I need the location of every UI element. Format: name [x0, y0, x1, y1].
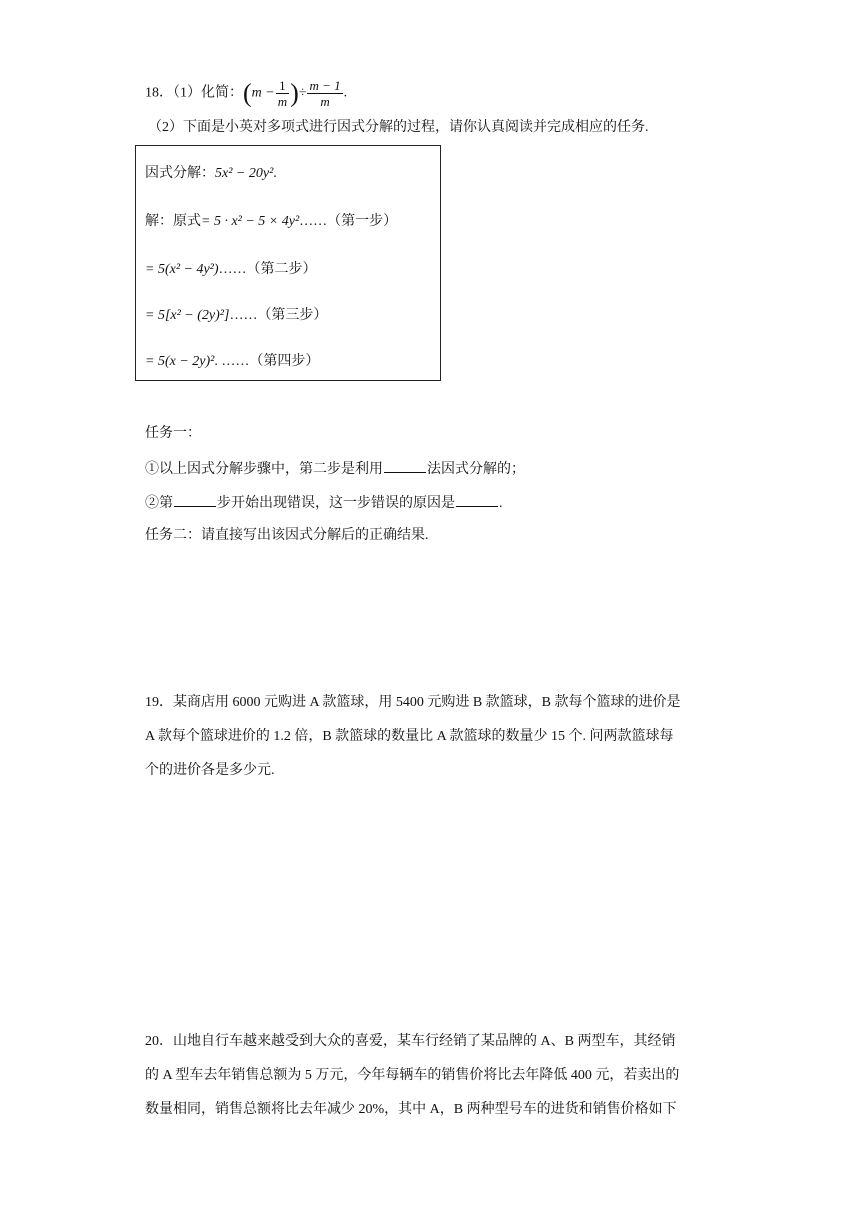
answer-blank[interactable]	[456, 492, 498, 507]
task1-title: 任务一：	[145, 426, 201, 441]
box-line2: 解：原式= 5 · x² − 5 × 4y²……（第一步）	[145, 214, 398, 229]
box-line4-expr: = 5[x² − (2y)²]	[145, 308, 230, 323]
answer-blank[interactable]	[174, 492, 216, 507]
box-line3	[145, 260, 317, 280]
box-line5-expr: = 5(x − 2y)²	[145, 354, 215, 369]
task1-item1: ①以上因式分解步骤中，第二步是利用 法因式分解的；	[145, 458, 525, 480]
right-paren: )	[290, 78, 299, 108]
box-line3-step: ……（第二步）	[218, 262, 317, 277]
q18-part1-prefix: 18．（1）化简：	[145, 85, 243, 101]
box-line5-step: . ……（第四步）	[214, 354, 320, 369]
box-line4-step: ……（第三步）	[229, 308, 328, 323]
q20-line2: 的 A 型车去年销售总额为 5 万元，今年每辆车的销售价将比去年降低 400 元，若卖出的	[145, 1068, 680, 1083]
q18-div-sign: ÷	[298, 85, 307, 101]
box-line2-expr: = 5 · x² − 5 × 4y²	[201, 214, 300, 229]
box-line4	[145, 306, 327, 326]
task2: 任务二：请直接写出该因式分解后的正确结果.	[145, 528, 429, 543]
q18-frac1: $\frac{1}{m}$	[277, 78, 288, 109]
q20-line1: 20．山地自行车越来越受到大众的喜爱，某车行经销了某品牌的 A、B 两型车，其经销	[145, 1034, 676, 1049]
box-line1: 因式分解：5x² − 20y².	[145, 166, 277, 181]
q18-part2-text: （2）下面是小英对多项式进行因式分解的过程，请你认真阅读并完成相应的任务.	[148, 120, 649, 135]
box-line1-expr: 5x² − 20y²	[215, 166, 274, 181]
q18-frac2: $\frac{m - 1}{m}$	[309, 78, 341, 109]
answer-blank[interactable]	[384, 458, 426, 473]
left-paren: (	[243, 78, 252, 108]
q18-expr-a: m −	[251, 85, 275, 101]
box-line3-expr: = 5(x² − 4y²)	[145, 262, 219, 277]
q19-line3: 个的进价各是多少元.	[145, 763, 275, 778]
task1-item2: ②第 步开始出现错误，这一步错误的原因是 .	[145, 492, 503, 514]
q18-part1: 18．（1）化简：(m − $\frac{1}{m}$ )÷ $\frac{m - 1}{m}$ .	[145, 78, 348, 109]
box-line5	[145, 352, 319, 372]
q19-line1: 19．某商店用 6000 元购进 A 款篮球，用 5400 元购进 B 款篮球，B 款每个篮球的进价是	[145, 695, 681, 710]
box-line2-step: ……（第一步）	[299, 214, 398, 229]
q20-line3: 数量相同，销售总额将比去年减少 20%，其中 A，B 两种型号车的进货和销售价格如下	[145, 1102, 677, 1117]
q19-line2: A 款每个篮球进价的 1.2 倍，B 款篮球的数量比 A 款篮球的数量少 15 个. 问两款篮球每	[145, 729, 674, 744]
